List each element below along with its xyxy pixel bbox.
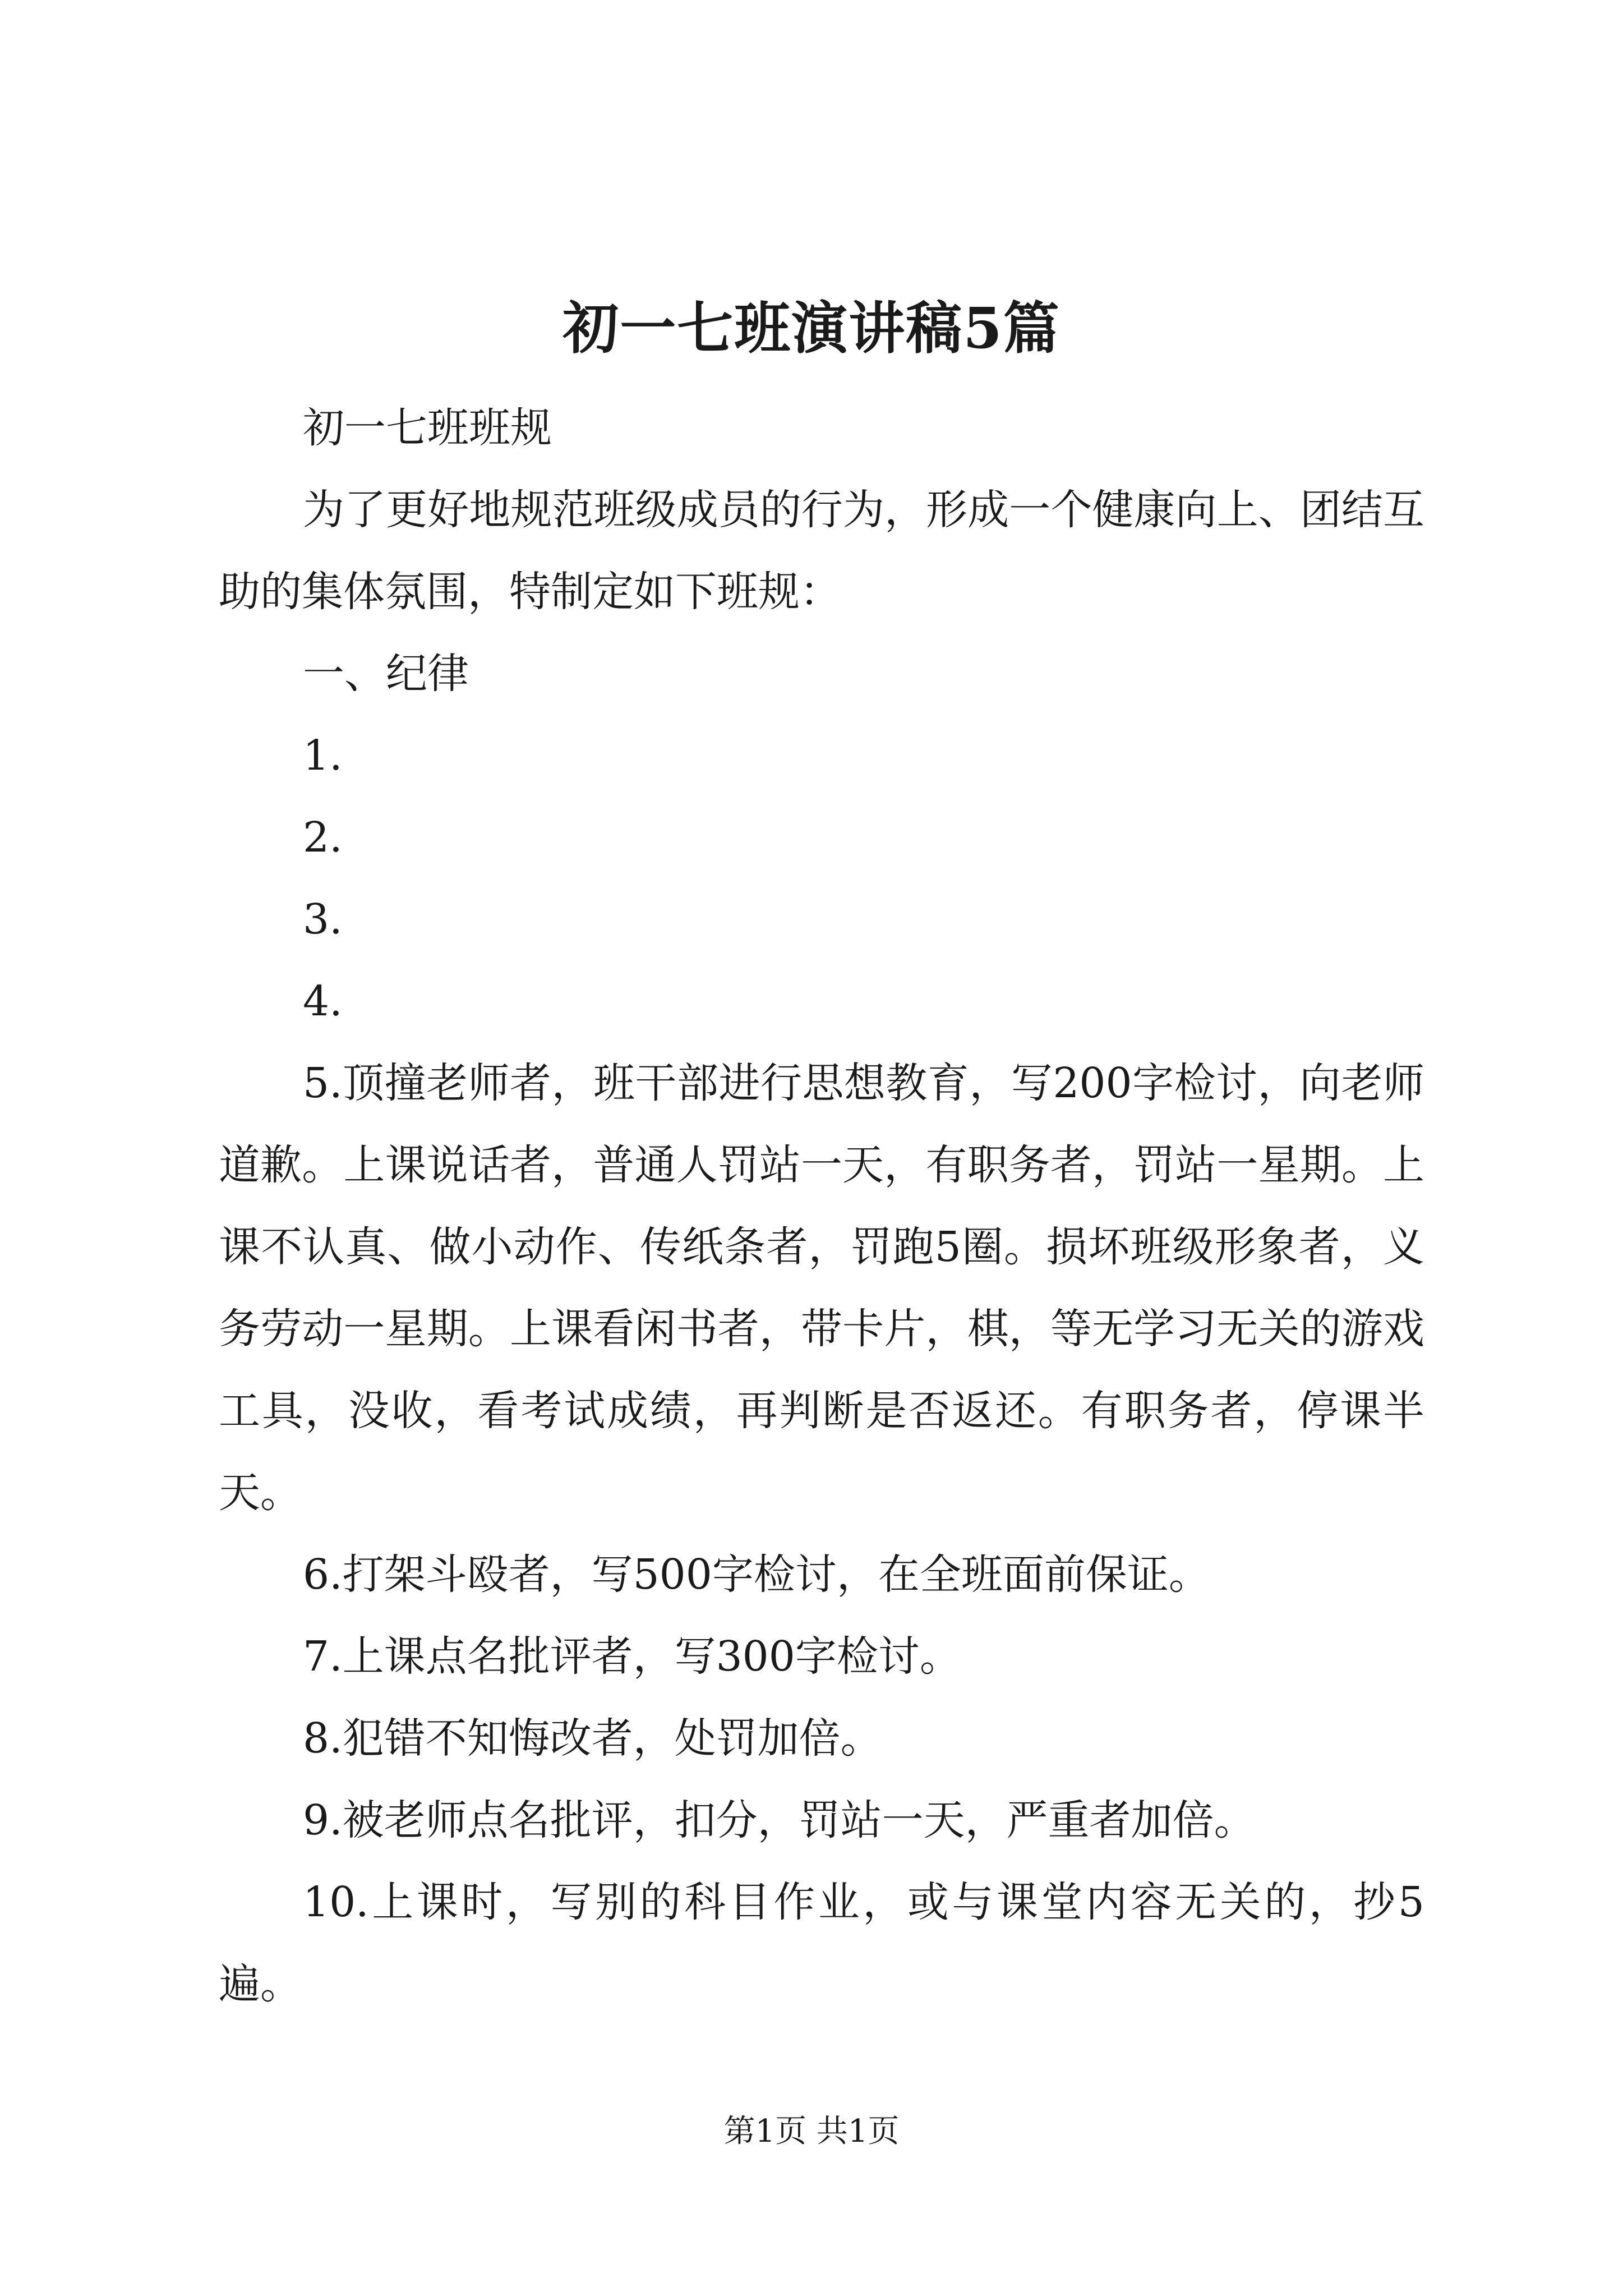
paragraph-item-2: 2. (303, 813, 343, 862)
paragraph-item-9: 9.被老师点名批评，扣分，罚站一天，严重者加倍。 (303, 1796, 1256, 1844)
paragraph-item-6: 6.打架斗殴者，写500字检讨，在全班面前保证。 (303, 1550, 1210, 1599)
paragraph-item-3: 3. (303, 895, 343, 944)
paragraph-item-7: 7.上课点名批评者，写300字检讨。 (303, 1632, 961, 1681)
paragraph-class-rules-heading: 初一七班班规 (303, 404, 552, 452)
document-title: 初一七班演讲稿5篇 (562, 295, 1061, 361)
paragraph-item-4: 4. (303, 977, 343, 1025)
page-footer: 第1页 共1页 (723, 2113, 900, 2150)
paragraph-item-10: 10.上课时，写别的科目作业，或与课堂内容无关的，抄5遍。 (219, 1878, 1424, 2008)
paragraph-item-8: 8.犯错不知悔改者，处罚加倍。 (303, 1714, 882, 1763)
paragraph-item-5: 5.顶撞老师者，班干部进行思想教育，写200字检讨，向老师道歉。上课说话者，普通人罚站一天，有职务者，罚站一星期。上课不认真、做小动作、传纸条者，罚跑5圈。损坏班级形象者，义务劳动一星期。上课看闲书者，带卡片，棋，等无学习无关的游戏工具，没收，看考试成绩，再判断是否返还。有职务者，停课半天。 (219, 1059, 1424, 1517)
paragraph-section-discipline: 一、纪律 (303, 650, 469, 698)
paragraph-intro: 为了更好地规范班级成员的行为，形成一个健康向上、团结互助的集体氛围，特制定如下班规： (219, 486, 1424, 616)
document-body (219, 387, 1424, 2025)
paragraph-item-1: 1. (303, 731, 343, 780)
